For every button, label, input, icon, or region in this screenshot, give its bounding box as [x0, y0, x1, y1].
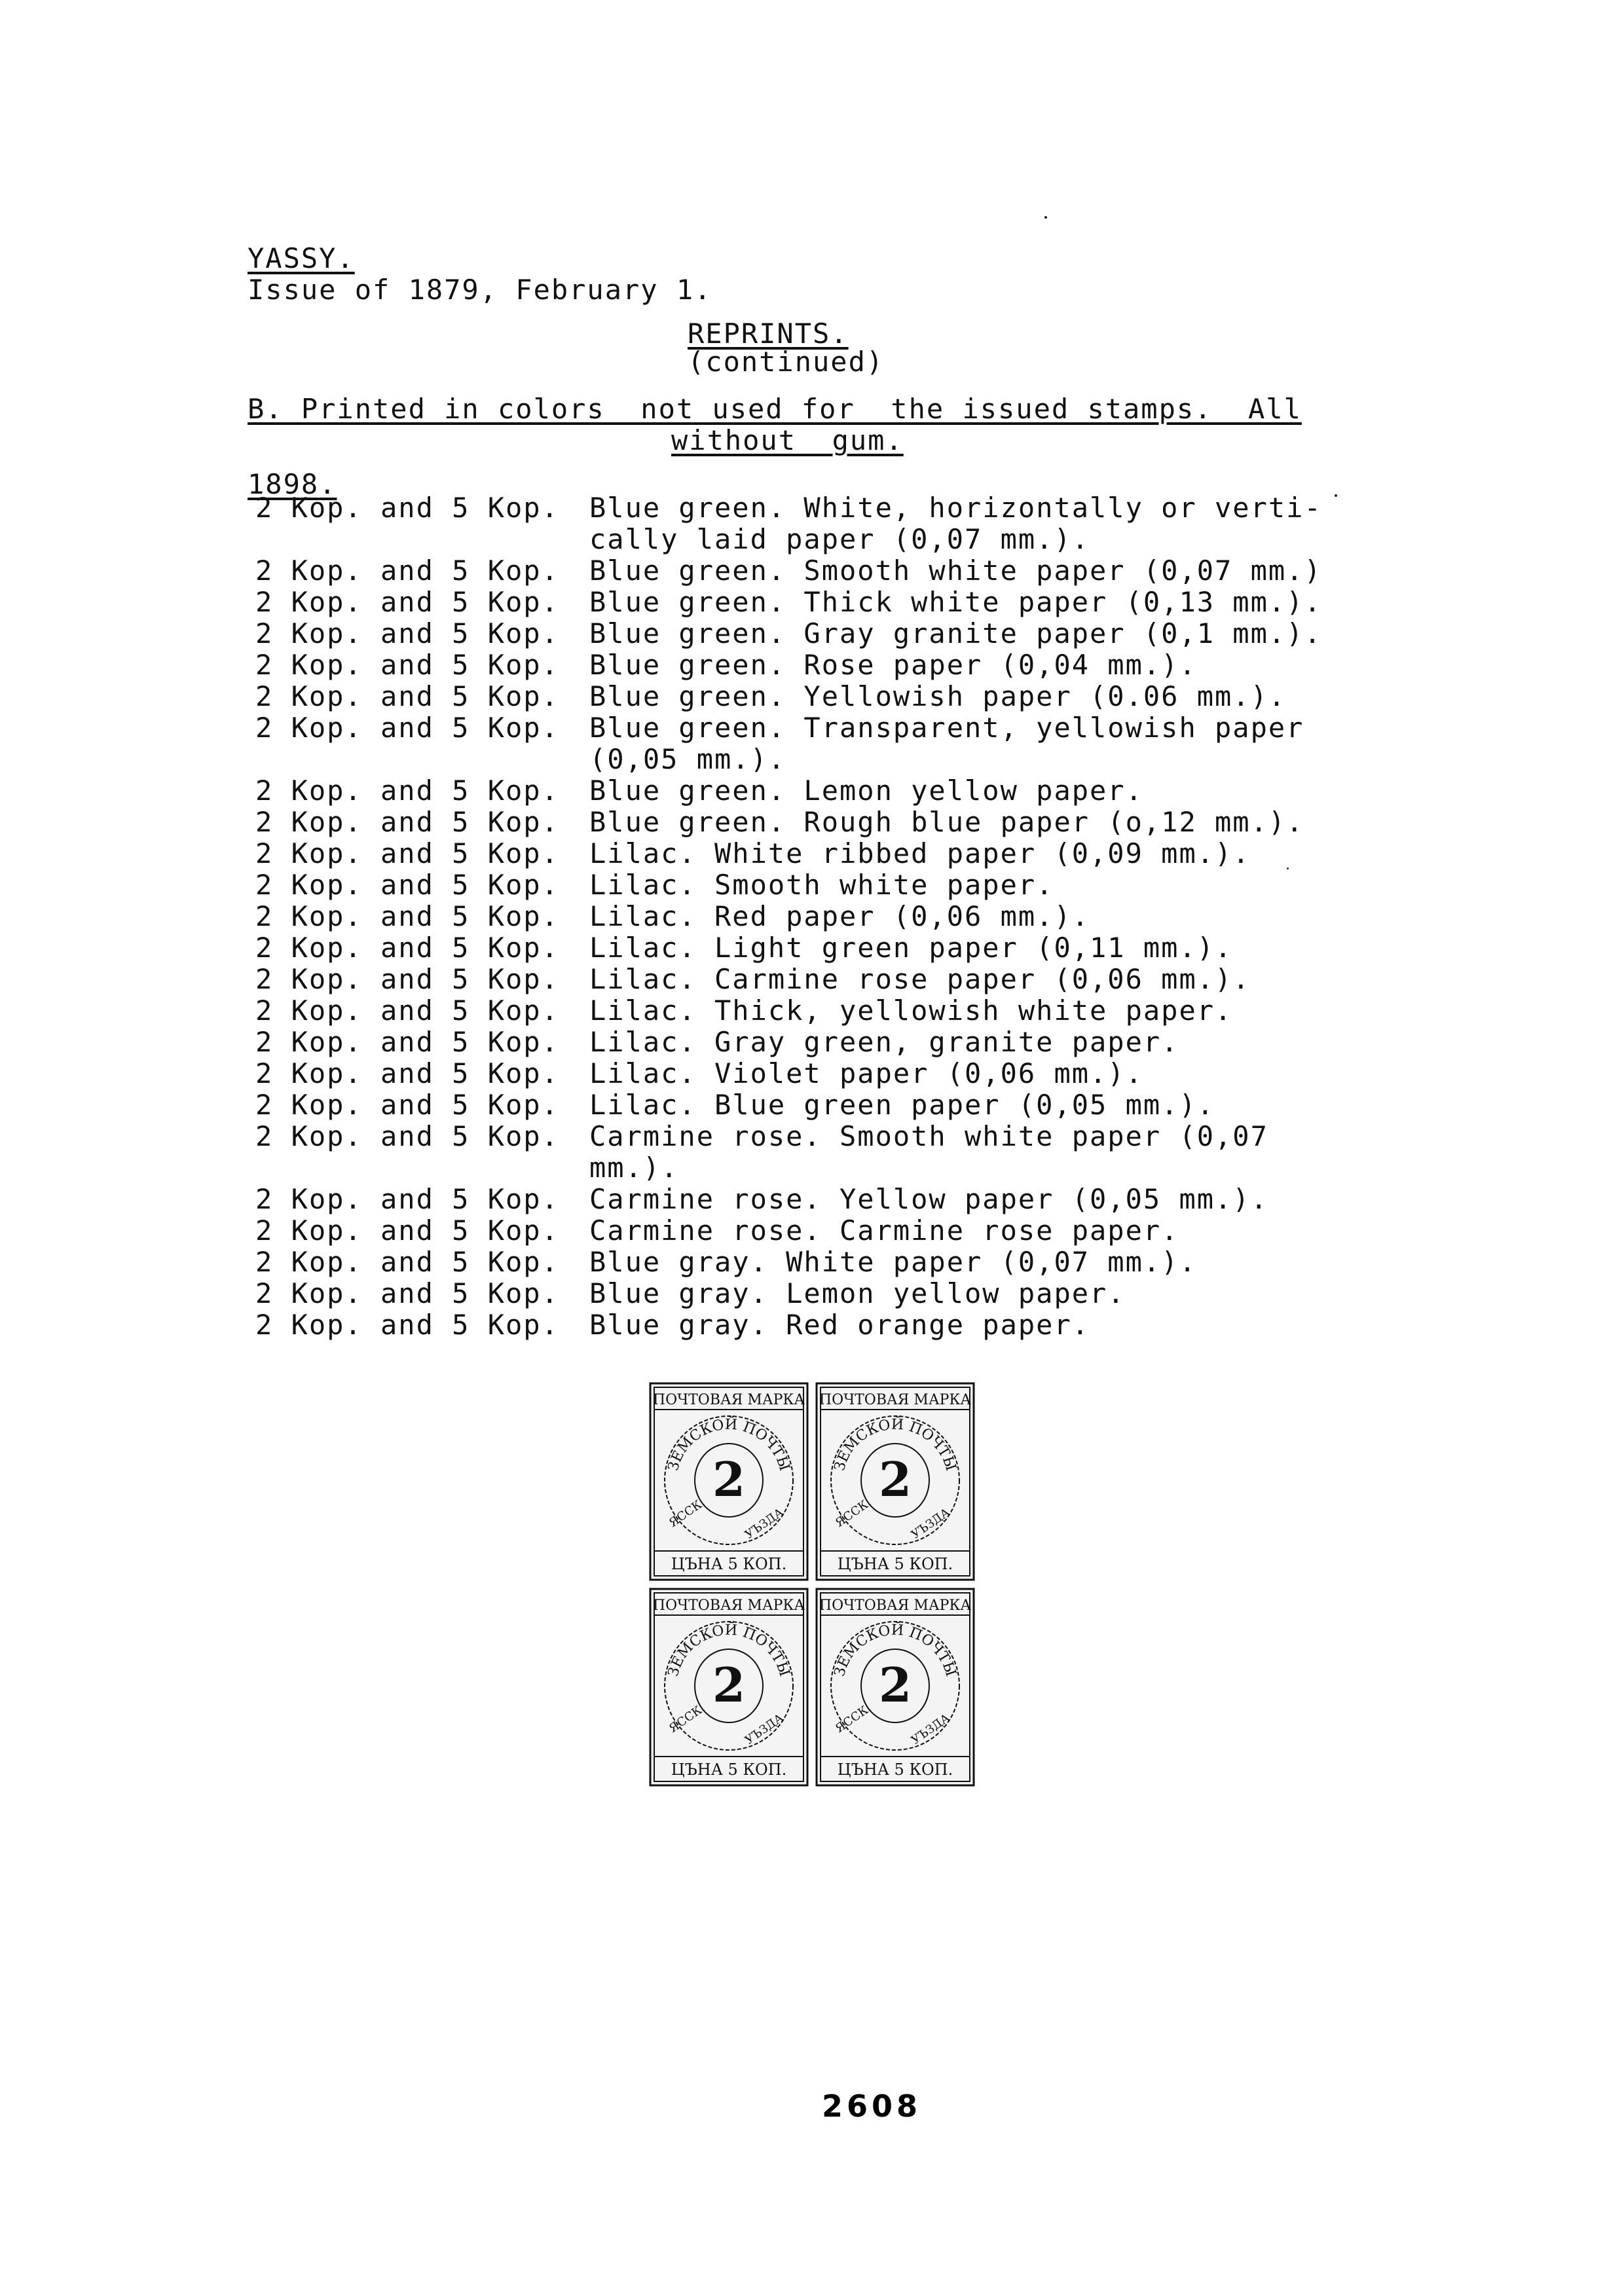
stamp-top-text: ПОЧТОВАЯ МАРКА	[819, 1597, 972, 1614]
reprint-entry	[255, 1215, 1369, 1247]
entry-values: 2 Kop. and 5 Kop.	[255, 1277, 559, 1309]
stamp-side-left: ЯССК.	[666, 1701, 708, 1736]
section-heading-line2: without gum.	[671, 424, 904, 456]
stamp-bottom-text: ЦЪНА 5 КОП.	[671, 1555, 787, 1573]
entry-description: Carmine rose. Carmine rose paper.	[589, 1214, 1179, 1247]
continued-note: (continued)	[688, 346, 885, 378]
entry-values: 2 Kop. and 5 Kop.	[255, 1057, 559, 1089]
entry-description: Lilac. Blue green paper (0,05 mm.).	[589, 1089, 1215, 1121]
entry-description: Carmine rose. Yellow paper (0,05 mm.).	[589, 1183, 1268, 1215]
entry-description: Blue green. White, horizontally or verti-cally laid paper (0,07 mm.).	[589, 492, 1322, 555]
entry-values: 2 Kop. and 5 Kop.	[255, 963, 559, 995]
reprint-entry	[255, 555, 1369, 587]
reprint-entry	[255, 932, 1369, 964]
stamp-arc-text: ЗЕМСКОЙ ПОЧТЫ	[665, 1416, 793, 1473]
entry-values: 2 Kop. and 5 Kop.	[255, 555, 559, 587]
entry-values: 2 Kop. and 5 Kop.	[255, 932, 559, 964]
entry-values: 2 Kop. and 5 Kop.	[255, 1026, 559, 1058]
entry-description: Blue green. Thick white paper (0,13 mm.).	[589, 586, 1322, 618]
entry-description: Lilac. White ribbed paper (0,09 mm.).	[589, 837, 1251, 869]
entry-description: Lilac. Carmine rose paper (0,06 mm.).	[589, 963, 1251, 995]
scan-speck	[1335, 494, 1337, 497]
entry-description: Blue green. Smooth white paper (0,07 mm.)	[589, 555, 1322, 587]
stamp-side-left: ЯССК.	[666, 1495, 708, 1531]
stamp-denomination: 2	[712, 1451, 746, 1507]
stamp	[650, 1589, 807, 1785]
stamp-denomination: 2	[878, 1451, 912, 1507]
entry-values: 2 Kop. and 5 Kop.	[255, 586, 559, 618]
entry-description: Carmine rose. Smooth white paper (0,07 mm.).	[589, 1120, 1268, 1184]
stamp	[650, 1383, 807, 1580]
reprint-entry	[255, 901, 1369, 932]
reprint-entry	[255, 838, 1369, 869]
reprint-entry	[255, 807, 1369, 838]
section-title: YASSY.	[248, 242, 355, 274]
year-heading: 1898.	[248, 468, 337, 500]
entry-description: Blue gray. Lemon yellow paper.	[589, 1277, 1126, 1309]
section-heading-line1: B. Printed in colors not used for the issued stamps. All	[248, 393, 1302, 425]
entry-values: 2 Kop. and 5 Kop.	[255, 869, 559, 901]
entry-values: 2 Kop. and 5 Kop.	[255, 837, 559, 869]
entry-values: 2 Kop. and 5 Kop.	[255, 492, 559, 524]
entry-values: 2 Kop. and 5 Kop.	[255, 1309, 559, 1341]
stamp-side-right: УЪЗДА	[742, 1505, 786, 1542]
scan-speck	[1044, 216, 1047, 219]
reprint-entry	[255, 1278, 1369, 1309]
entry-description: Lilac. Violet paper (0,06 mm.).	[589, 1057, 1143, 1089]
entry-values: 2 Kop. and 5 Kop.	[255, 617, 559, 649]
reprint-entry	[255, 775, 1369, 807]
stamp	[817, 1383, 974, 1580]
stamp-denomination: 2	[712, 1657, 746, 1713]
reprint-entry	[255, 964, 1369, 995]
reprint-entry	[255, 869, 1369, 901]
reprint-entry	[255, 712, 1369, 775]
stamp-block-svg	[645, 1378, 979, 1797]
stamp-arc-text: ЗЕМСКОЙ ПОЧТЫ	[665, 1622, 793, 1679]
stamp-top-text: ПОЧТОВАЯ МАРКА	[819, 1392, 972, 1408]
stamp-top-text: ПОЧТОВАЯ МАРКА	[652, 1597, 805, 1614]
stamp-bottom-text: ЦЪНА 5 КОП.	[837, 1760, 953, 1779]
entry-description: Blue green. Yellowish paper (0.06 mm.).	[589, 680, 1287, 712]
stamp-side-left: ЯССК.	[832, 1495, 874, 1531]
entry-values: 2 Kop. and 5 Kop.	[255, 1214, 559, 1247]
reprint-entry	[255, 1027, 1369, 1058]
reprint-entry	[255, 618, 1369, 649]
reprint-entry	[255, 1184, 1369, 1215]
entry-description: Blue green. Rough blue paper (o,12 mm.).	[589, 806, 1304, 838]
entry-values: 2 Kop. and 5 Kop.	[255, 680, 559, 712]
reprint-entry	[255, 1089, 1369, 1121]
page-number: 2608	[822, 2088, 922, 2124]
entry-values: 2 Kop. and 5 Kop.	[255, 1089, 559, 1121]
entry-description: Blue green. Transparent, yellowish paper (0,05 mm.).	[589, 712, 1304, 775]
reprint-entry	[255, 492, 1369, 555]
entry-values: 2 Kop. and 5 Kop.	[255, 1120, 559, 1152]
reprint-entry	[255, 649, 1369, 681]
reprint-entry	[255, 1309, 1369, 1341]
entry-values: 2 Kop. and 5 Kop.	[255, 1246, 559, 1278]
issue-line: Issue of 1879, February 1.	[248, 274, 712, 306]
stamp-side-right: УЪЗДА	[742, 1711, 786, 1748]
entry-values: 2 Kop. and 5 Kop.	[255, 712, 559, 744]
reprint-entry	[255, 995, 1369, 1027]
reprint-entry	[255, 1121, 1369, 1184]
stamp-bottom-text: ЦЪНА 5 КОП.	[837, 1555, 953, 1573]
entry-description: Lilac. Light green paper (0,11 mm.).	[589, 932, 1233, 964]
entry-description: Lilac. Thick, yellowish white paper.	[589, 994, 1233, 1027]
entry-description: Blue green. Gray granite paper (0,1 mm.).	[589, 617, 1322, 649]
scan-speck	[1287, 867, 1289, 869]
stamp-side-right: УЪЗДА	[908, 1505, 953, 1542]
entry-values: 2 Kop. and 5 Kop.	[255, 1183, 559, 1215]
stamp-arc-text: ЗЕМСКОЙ ПОЧТЫ	[831, 1622, 959, 1679]
stamp	[817, 1589, 974, 1785]
stamp-side-left: ЯССК.	[832, 1701, 874, 1736]
reprint-entry	[255, 1058, 1369, 1089]
entry-values: 2 Kop. and 5 Kop.	[255, 994, 559, 1027]
entry-values: 2 Kop. and 5 Kop.	[255, 806, 559, 838]
entry-description: Lilac. Smooth white paper.	[589, 869, 1054, 901]
entry-description: Blue gray. Red orange paper.	[589, 1309, 1090, 1341]
reprint-entry	[255, 1247, 1369, 1278]
entry-description: Blue gray. White paper (0,07 mm.).	[589, 1246, 1197, 1278]
stamp-arc-text: ЗЕМСКОЙ ПОЧТЫ	[831, 1416, 959, 1473]
stamp-top-text: ПОЧТОВАЯ МАРКА	[652, 1392, 805, 1408]
entry-description: Lilac. Red paper (0,06 mm.).	[589, 900, 1090, 932]
entry-description: Blue green. Lemon yellow paper.	[589, 774, 1143, 807]
stamp-denomination: 2	[878, 1657, 912, 1713]
entry-values: 2 Kop. and 5 Kop.	[255, 649, 559, 681]
entry-description: Blue green. Rose paper (0,04 mm.).	[589, 649, 1197, 681]
entry-values: 2 Kop. and 5 Kop.	[255, 900, 559, 932]
stamp-block-illustration	[645, 1378, 979, 1797]
reprint-entry	[255, 587, 1369, 618]
reprints-heading: REPRINTS.	[688, 318, 849, 350]
reprint-list	[255, 492, 1369, 1341]
stamp-bottom-text: ЦЪНА 5 КОП.	[671, 1760, 787, 1779]
entry-values: 2 Kop. and 5 Kop.	[255, 774, 559, 807]
entry-description: Lilac. Gray green, granite paper.	[589, 1026, 1179, 1058]
reprint-entry	[255, 681, 1369, 712]
stamp-side-right: УЪЗДА	[908, 1711, 953, 1748]
